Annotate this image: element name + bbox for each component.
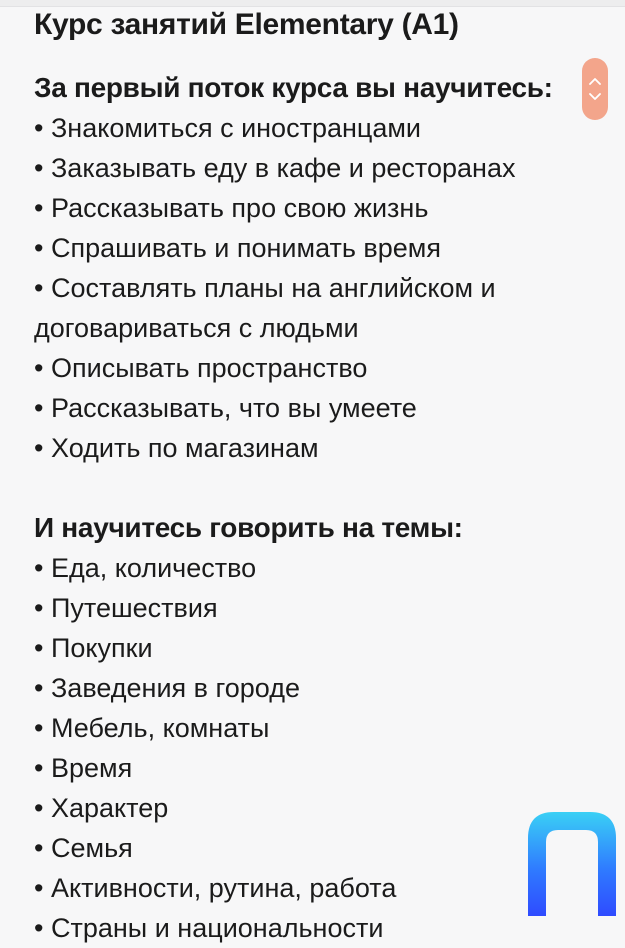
course-title: Курс занятий Elementary (A1) [34,8,459,41]
list-item: • Спрашивать и понимать время [34,228,594,268]
list-item: • Знакомиться с иностранцами [34,108,594,148]
bullet: • [34,593,44,623]
list-item: • Рассказывать про свою жизнь [34,188,594,228]
list-item: • Рассказывать, что вы умеете [34,388,594,428]
list-item: • Страны и национальности [34,908,594,948]
bullet: • [34,793,44,823]
list-item: • Составлять планы на английском и договариваться с людьми [34,268,594,348]
chevron-up-icon[interactable] [589,77,601,85]
bullet: • [34,233,44,263]
skills-heading: За первый поток курса вы научитесь: [34,72,553,103]
bullet: • [34,113,44,143]
list-item: • Время [34,748,594,788]
list-item: • Мебель, комнаты [34,708,594,748]
list-item: • Активности, рутина, работа [34,868,594,908]
message-content [34,2,594,948]
section-spacer [34,468,594,508]
bullet: • [34,753,44,783]
bullet: • [34,713,44,743]
brand-logo-icon [528,812,616,916]
bullet: • [34,833,44,863]
bullet: • [34,913,44,943]
list-item: • Характер [34,788,594,828]
list-item: • Заведения в городе [34,668,594,708]
bullet: • [34,193,44,223]
scroll-navigation-button[interactable] [582,58,608,120]
bullet: • [34,153,44,183]
bullet: • [34,393,44,423]
topics-heading: И научитесь говорить на темы: [34,512,463,543]
topics-list [34,548,594,948]
bullet: • [34,353,44,383]
list-item: • Еда, количество [34,548,594,588]
list-item: • Покупки [34,628,594,668]
skills-list [34,108,594,468]
bullet: • [34,873,44,903]
list-item: • Путешествия [34,588,594,628]
bullet: • [34,673,44,703]
list-item: • Описывать пространство [34,348,594,388]
list-item: • Ходить по магазинам [34,428,594,468]
list-item: • Заказывать еду в кафе и ресторанах [34,148,594,188]
list-item: • Семья [34,828,594,868]
bullet: • [34,553,44,583]
bullet: • [34,273,44,303]
chevron-down-icon[interactable] [589,93,601,101]
bullet: • [34,633,44,663]
bullet: • [34,433,44,463]
